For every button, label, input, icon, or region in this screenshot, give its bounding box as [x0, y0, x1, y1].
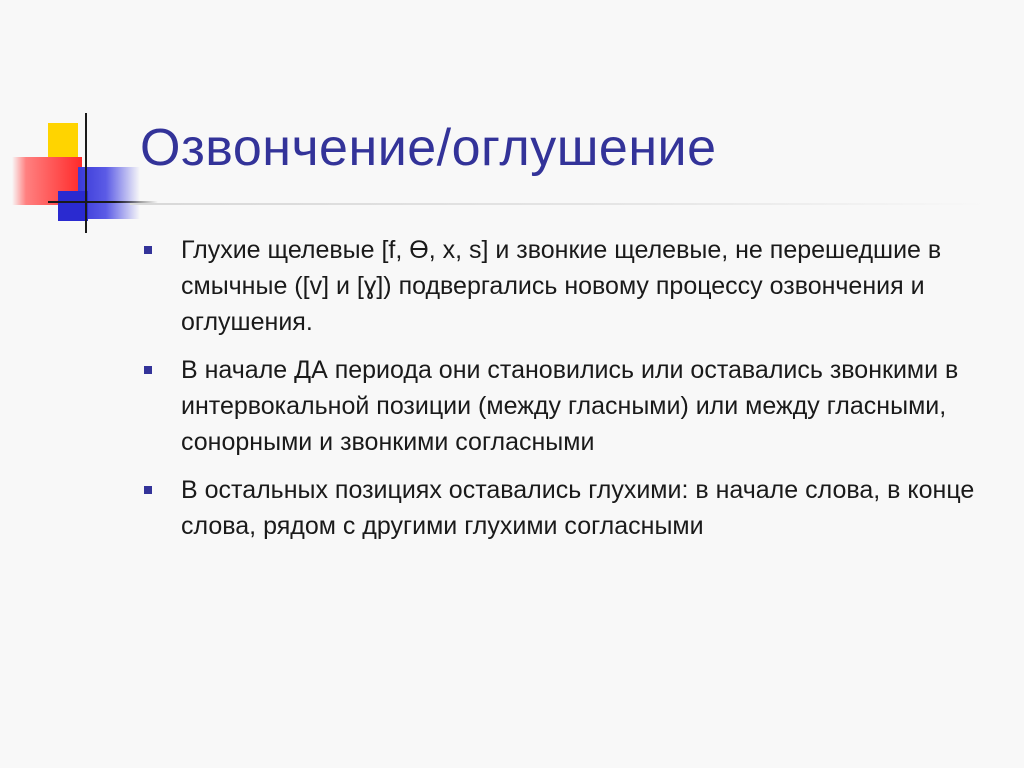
logo-dark-blue-square — [58, 191, 88, 221]
slide-title: Озвончение/оглушение — [140, 119, 717, 177]
bullet-square-icon — [144, 246, 152, 254]
bullet-text: В остальных позициях оставались глухими: в начале слова, в конце слова, рядом с другими глухими согласными — [181, 476, 975, 540]
bullet-item — [142, 232, 982, 340]
decorative-logo — [0, 105, 160, 235]
title-divider — [130, 203, 990, 205]
bullet-list — [142, 232, 982, 556]
bullet-text: Глухие щелевые [f, Ɵ, x, s] и звонкие щелевые, не перешедшие в смычные ([v] и [ɣ]) подвергались новому процессу озвончения и оглушения. — [181, 236, 942, 336]
bullet-square-icon — [144, 366, 152, 374]
bullet-item — [142, 472, 982, 544]
logo-vertical-line — [85, 113, 87, 233]
bullet-text: В начале ДА периода они становились или оставались звонкими в интервокальной позиции (между гласными) или между гласными, сонорными и звонкими согласными — [181, 356, 959, 456]
bullet-square-icon — [144, 486, 152, 494]
bullet-item — [142, 352, 982, 460]
